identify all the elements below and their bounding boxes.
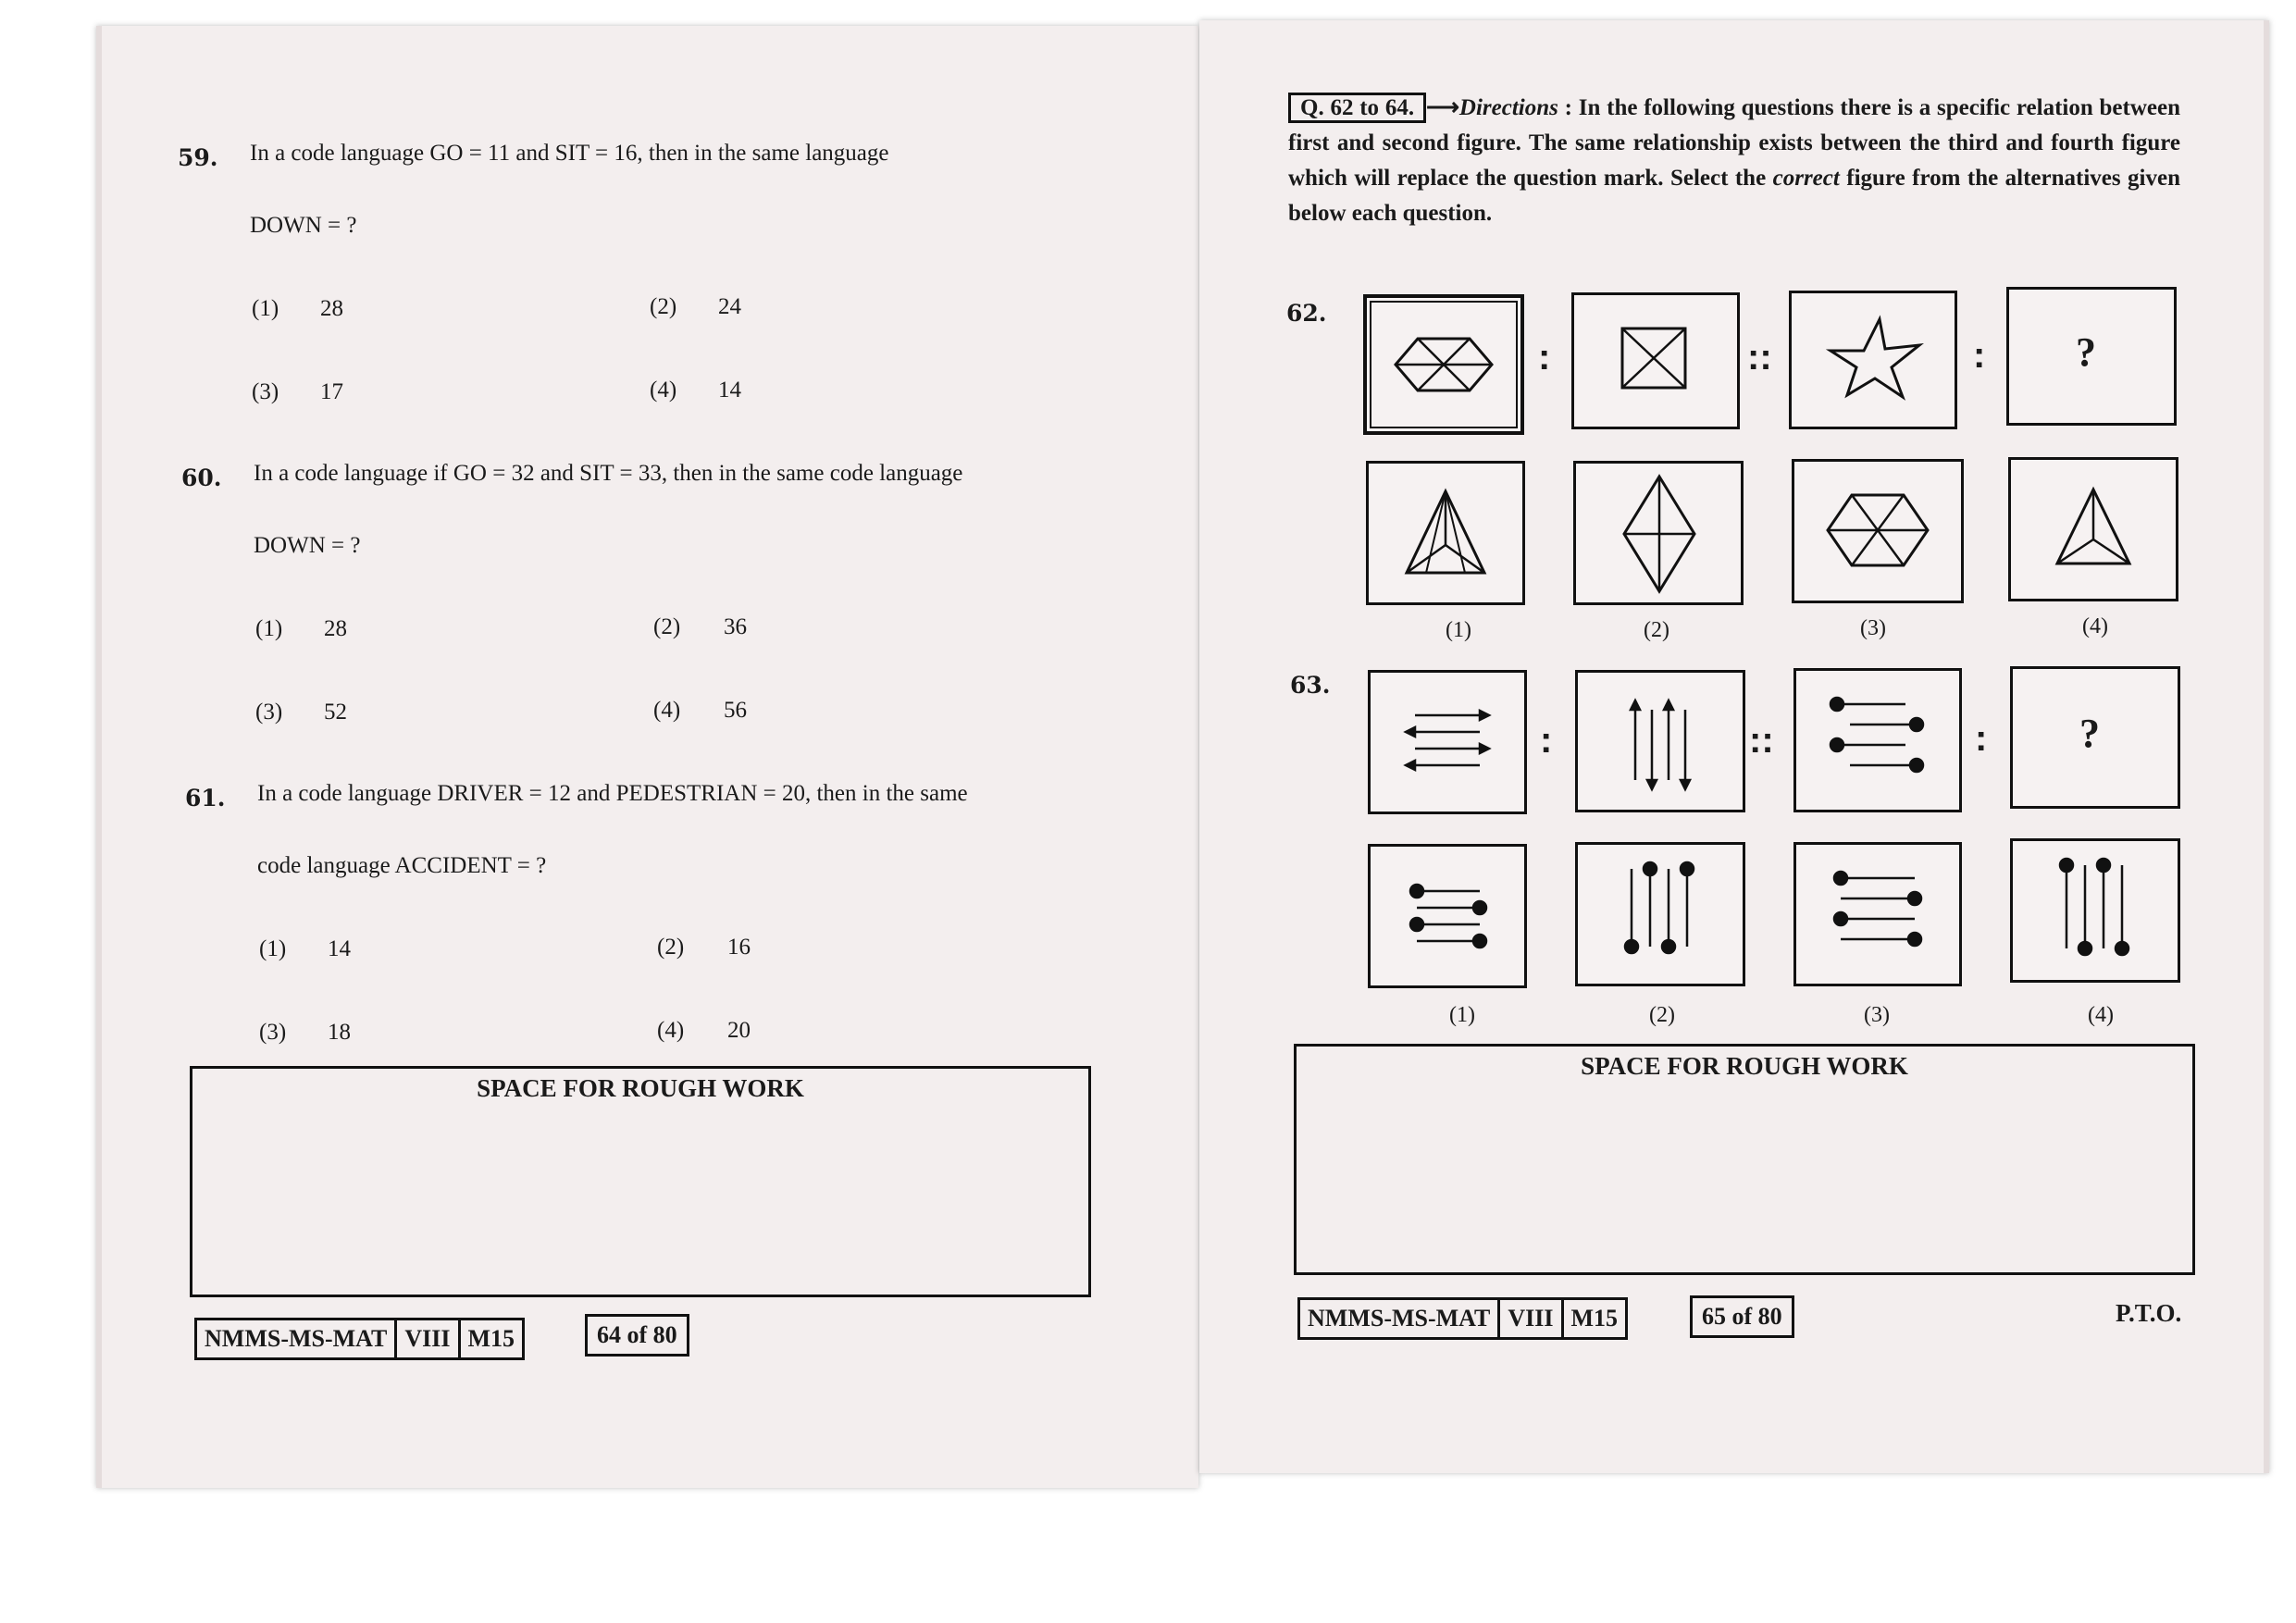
- question-61-text-cont: code language ACCIDENT = ?: [257, 853, 547, 878]
- q63-separator-1: :: [1540, 720, 1553, 761]
- question-60-text: In a code language if GO = 32 and SIT = 33, then in the same code language: [254, 461, 963, 486]
- horizontal-pins-icon: [1371, 847, 1524, 985]
- q59-option-1-value: 28: [320, 296, 343, 321]
- q62-option-2-figure[interactable]: [1573, 461, 1744, 605]
- rhombus-icon: [1576, 464, 1741, 602]
- directions-text: : In the following questions there is a specific relation between first and second figure. The same relationship exists between the third and fourth figure which will replace the question mark. Select the: [1288, 95, 2180, 191]
- directions-range: Q. 62 to 64.: [1288, 93, 1426, 123]
- question-60-text-cont: DOWN = ?: [254, 533, 361, 558]
- q61-option-4-label: (4): [657, 1018, 685, 1043]
- vertical-pins-icon: [2013, 841, 2178, 980]
- q61-option-2-label: (2): [657, 935, 685, 960]
- q59-option-2-label: (2): [650, 294, 677, 319]
- question-59-text: In a code language GO = 11 and SIT = 16, then in the same language: [250, 141, 889, 166]
- centroid-triangle-icon: [2011, 460, 2176, 599]
- hexagon-icon: [1367, 298, 1520, 431]
- page-number-right: 65 of 80: [1690, 1295, 1794, 1338]
- q61-option-1-label: (1): [259, 936, 287, 961]
- q63-option-4-label: (4): [2088, 1003, 2114, 1027]
- q60-option-3-value: 52: [324, 700, 347, 725]
- q60-option-1-value: 28: [324, 616, 347, 641]
- q63-figure-3: [1793, 668, 1962, 812]
- horizontal-pins-icon: [1796, 671, 1959, 810]
- q62-option-3-figure[interactable]: [1792, 459, 1964, 603]
- q60-option-1-label: (1): [255, 616, 283, 641]
- hexagon-icon: [1794, 462, 1961, 601]
- q60-option-4-value: 56: [724, 698, 747, 723]
- rough-work-title: SPACE FOR ROUGH WORK: [1581, 1052, 1908, 1080]
- q63-question-mark: ?: [2079, 711, 2100, 756]
- q62-analogy-separator: ::: [1747, 337, 1772, 378]
- q59-option-4-value: 14: [718, 378, 741, 403]
- q63-option-4-figure[interactable]: [2010, 838, 2180, 983]
- question-60-number: 60.: [181, 465, 222, 491]
- q63-figure-1: [1368, 670, 1527, 814]
- q61-option-3-value: 18: [328, 1020, 351, 1045]
- q59-option-3-value: 17: [320, 379, 343, 404]
- star-icon: [1792, 293, 1955, 427]
- q63-option-1-label: (1): [1449, 1003, 1475, 1027]
- paper-code-class: VIII: [1500, 1300, 1563, 1337]
- paper-code-right: [1297, 1297, 1628, 1340]
- q61-option-4-value: 20: [727, 1018, 751, 1043]
- q63-option-2-figure[interactable]: [1575, 842, 1745, 986]
- q62-option-3-label: (3): [1860, 616, 1886, 640]
- horizontal-arrows-icon: [1371, 673, 1524, 812]
- paper-code-name: NMMS-MS-MAT: [1300, 1300, 1500, 1337]
- q59-option-2-value: 24: [718, 294, 741, 319]
- question-63-number: 63.: [1290, 672, 1331, 699]
- paper-code-left: [194, 1318, 525, 1360]
- q63-option-3-figure[interactable]: [1793, 842, 1962, 986]
- q62-figure-1: [1363, 294, 1524, 435]
- paper-code-set: M15: [467, 1325, 515, 1352]
- paper-code-class: VIII: [397, 1320, 460, 1357]
- q63-answer-figure: [2010, 666, 2180, 809]
- q62-question-mark: ?: [2076, 329, 2096, 375]
- q60-option-2-value: 36: [724, 614, 747, 639]
- q60-option-2-label: (2): [653, 614, 681, 639]
- q63-separator-2: :: [1975, 718, 1988, 759]
- rough-work-box-right: [1294, 1044, 2195, 1275]
- horizontal-pins-icon: [1796, 845, 1959, 984]
- vertical-pins-icon: [1578, 845, 1743, 984]
- directions-heading: Directions: [1458, 95, 1558, 120]
- paper-code-name: NMMS-MS-MAT: [197, 1320, 397, 1357]
- q60-option-4-label: (4): [653, 698, 681, 723]
- divided-triangle-icon: [1369, 464, 1522, 602]
- arrow-icon: ⟶: [1426, 95, 1459, 120]
- q62-figure-2: [1571, 292, 1740, 429]
- directions-emphasis: correct: [1772, 166, 1840, 191]
- directions-text-end: figure from the alternatives given below each question.: [1288, 166, 2180, 226]
- q63-option-1-figure[interactable]: [1368, 844, 1527, 988]
- question-59-number: 59.: [178, 144, 218, 171]
- q62-separator-2: :: [1973, 335, 1986, 376]
- q62-separator-1: :: [1538, 337, 1551, 378]
- q59-option-4-label: (4): [650, 378, 677, 403]
- question-59-text-cont: DOWN = ?: [250, 213, 357, 238]
- q62-option-1-label: (1): [1446, 618, 1471, 642]
- q61-option-3-label: (3): [259, 1020, 287, 1045]
- q59-option-3-label: (3): [252, 379, 279, 404]
- q61-option-2-value: 16: [727, 935, 751, 960]
- directions: [1288, 91, 2180, 231]
- crossed-square-icon: [1574, 295, 1737, 427]
- rough-work-box-left: [190, 1066, 1091, 1297]
- pto-label: P.T.O.: [2116, 1299, 2182, 1327]
- q62-option-2-label: (2): [1644, 618, 1669, 642]
- q63-figure-2: [1575, 670, 1745, 812]
- paper-code-set: M15: [1570, 1305, 1619, 1332]
- page-number-left: 64 of 80: [585, 1314, 689, 1357]
- q62-figure-3: [1789, 291, 1957, 429]
- q62-option-4-figure[interactable]: [2008, 457, 2178, 601]
- vertical-arrows-icon: [1578, 673, 1743, 810]
- q60-option-3-label: (3): [255, 700, 283, 725]
- q62-option-4-label: (4): [2082, 614, 2108, 638]
- question-61-text: In a code language DRIVER = 12 and PEDESTRIAN = 20, then in the same: [257, 781, 968, 806]
- q62-option-1-figure[interactable]: [1366, 461, 1525, 605]
- q62-answer-figure: [2006, 287, 2177, 426]
- rough-work-title: SPACE FOR ROUGH WORK: [477, 1074, 804, 1102]
- q63-option-2-label: (2): [1649, 1003, 1675, 1027]
- question-62-number: 62.: [1286, 300, 1327, 327]
- q63-option-3-label: (3): [1864, 1003, 1890, 1027]
- q63-analogy-separator: ::: [1749, 720, 1774, 761]
- question-61-number: 61.: [185, 785, 226, 812]
- q61-option-1-value: 14: [328, 936, 351, 961]
- q59-option-1-label: (1): [252, 296, 279, 321]
